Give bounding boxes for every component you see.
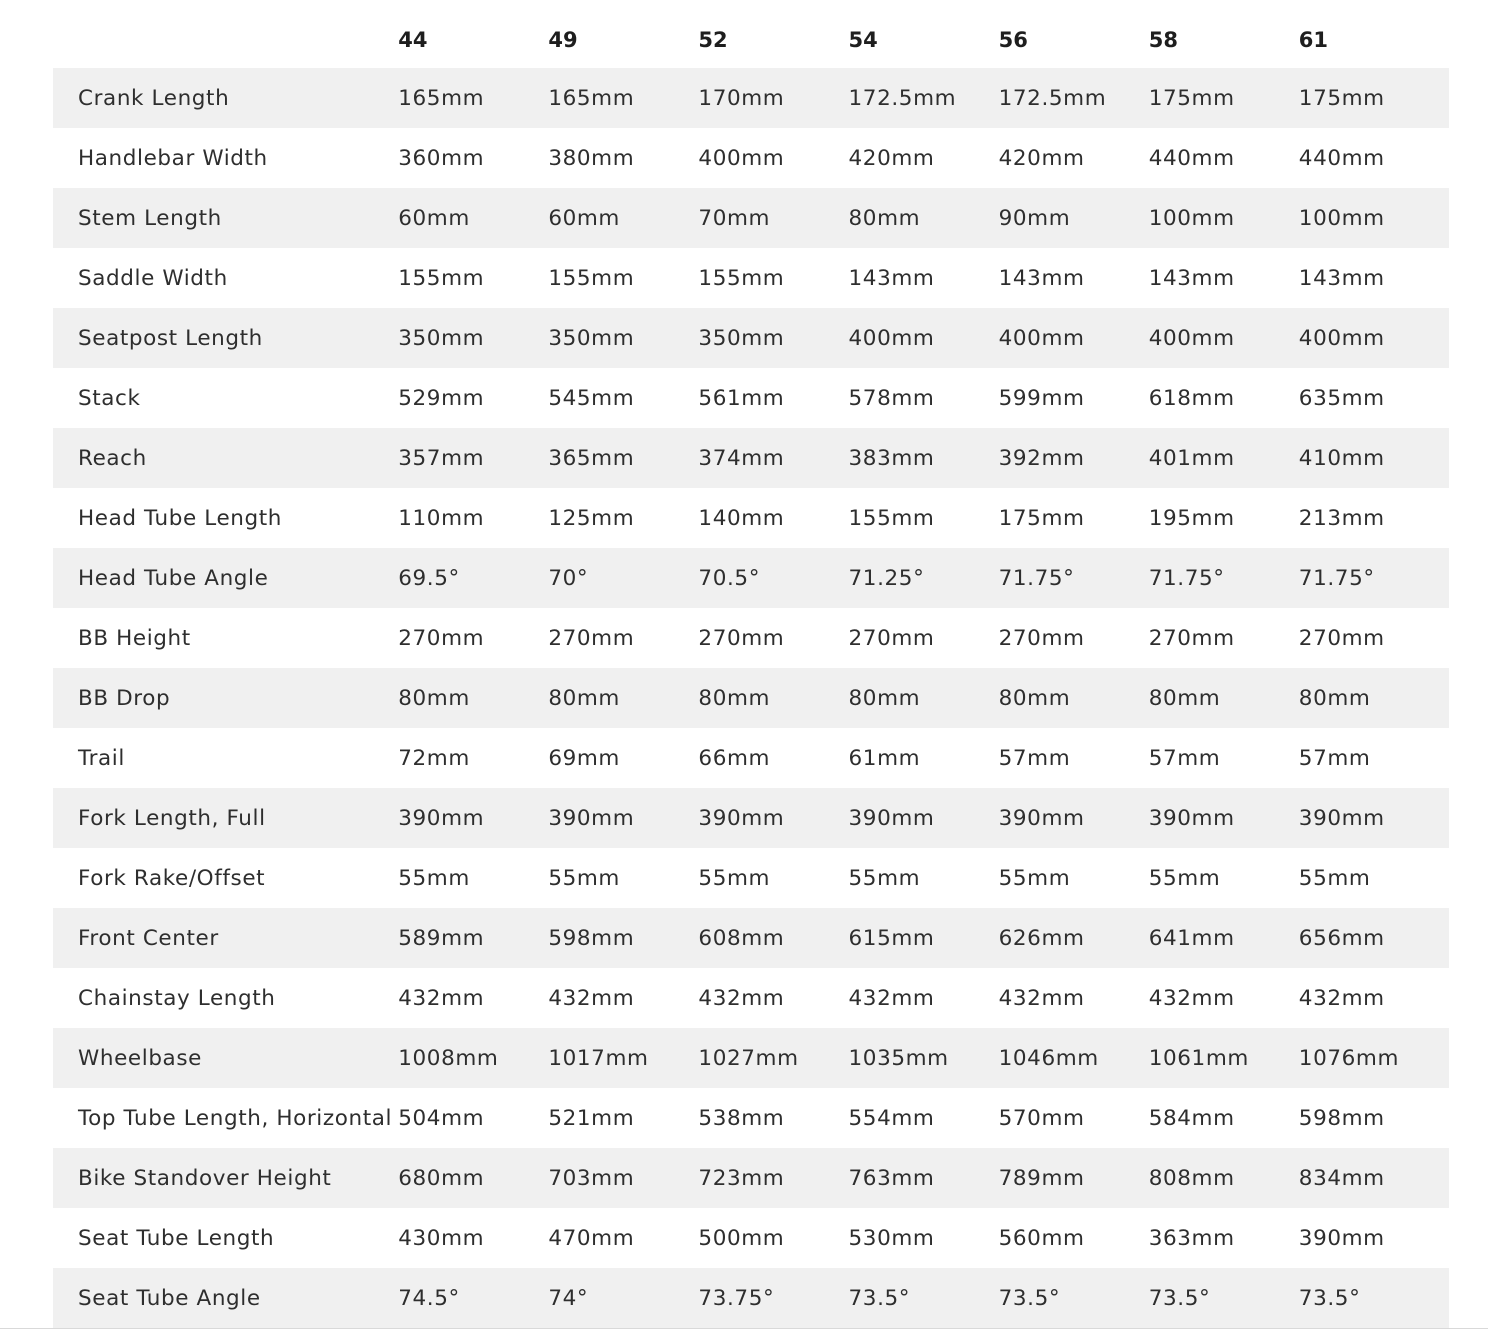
table-row [53, 848, 1449, 908]
table-cell: 390mm [999, 788, 1149, 848]
table-cell: 703mm [548, 1148, 698, 1208]
table-cell: 55mm [1298, 865, 1371, 891]
table-cell: 420mm [998, 145, 1085, 171]
table-cell: 400mm [1149, 308, 1299, 368]
table-cell: 504mm [398, 1105, 485, 1131]
row-label: BB Drop [53, 668, 398, 728]
table-cell: 143mm [848, 265, 935, 291]
table-row [53, 548, 1449, 608]
table-cell: 808mm [1149, 1148, 1299, 1208]
table-cell: 400mm [1299, 308, 1449, 368]
table-cell: 470mm [548, 1225, 635, 1251]
table-cell: 60mm [398, 188, 548, 248]
table-cell: 350mm [698, 308, 848, 368]
table-cell: 74.5° [398, 1268, 548, 1328]
table-cell: 55mm [848, 865, 921, 891]
row-label: Front Center [53, 908, 398, 968]
table-cell: 80mm [698, 668, 848, 728]
table-cell: 1061mm [1149, 1028, 1299, 1088]
table-cell: 155mm [398, 265, 485, 291]
table-cell: 500mm [698, 1225, 785, 1251]
table-cell: 70.5° [698, 548, 848, 608]
size-header: 54 [848, 28, 878, 52]
table-row [53, 788, 1449, 848]
table-row [53, 128, 1449, 188]
table-cell: 589mm [398, 908, 548, 968]
header-corner [53, 12, 398, 68]
row-label: Head Tube Angle [53, 548, 398, 608]
table-cell: 723mm [698, 1148, 848, 1208]
table-row [53, 1208, 1449, 1268]
table-row [53, 1028, 1449, 1088]
table-cell: 73.5° [1299, 1268, 1449, 1328]
table-row [53, 1088, 1449, 1148]
table-cell: 270mm [1298, 625, 1385, 651]
table-cell: 390mm [698, 788, 848, 848]
table-row [53, 668, 1449, 728]
table-cell: 172.5mm [849, 68, 999, 128]
row-label: Handlebar Width [78, 145, 268, 171]
table-cell: 680mm [398, 1148, 548, 1208]
row-label: Fork Length, Full [53, 788, 398, 848]
table-row [53, 428, 1449, 488]
row-label: Stem Length [53, 188, 398, 248]
table-cell: 350mm [548, 308, 698, 368]
table-cell: 270mm [698, 625, 785, 651]
header-row [53, 12, 1449, 68]
table-cell: 1076mm [1299, 1028, 1449, 1088]
table-cell: 365mm [548, 428, 698, 488]
table-cell: 1046mm [999, 1028, 1149, 1088]
table-cell: 432mm [1148, 985, 1235, 1011]
table-cell: 390mm [1298, 1225, 1385, 1251]
table-cell: 641mm [1149, 908, 1299, 968]
row-label: Stack [78, 385, 141, 411]
table-cell: 55mm [1148, 865, 1221, 891]
row-label: Head Tube Length [78, 505, 283, 531]
table-cell: 80mm [849, 668, 999, 728]
size-header: 58 [1148, 28, 1178, 52]
table-body [53, 68, 1449, 1328]
table-cell: 143mm [1298, 265, 1385, 291]
table-cell: 270mm [398, 625, 485, 651]
table-cell: 73.5° [849, 1268, 999, 1328]
table-cell: 100mm [1149, 188, 1299, 248]
table-cell: 599mm [998, 385, 1085, 411]
table-cell: 71.75° [1149, 548, 1299, 608]
table-cell: 432mm [698, 985, 785, 1011]
table-cell: 155mm [848, 505, 935, 531]
table-row [53, 368, 1449, 428]
table-cell: 390mm [1149, 788, 1299, 848]
row-label: Seat Tube Angle [53, 1268, 398, 1328]
table-cell: 55mm [548, 865, 620, 891]
table-cell: 618mm [1148, 385, 1235, 411]
table-cell: 69mm [548, 745, 620, 771]
table-row [53, 908, 1449, 968]
table-cell: 763mm [849, 1148, 999, 1208]
table-cell: 538mm [698, 1105, 785, 1131]
table-cell: 1017mm [548, 1028, 698, 1088]
table-cell: 529mm [398, 385, 485, 411]
table-cell: 392mm [999, 428, 1149, 488]
table-cell: 1027mm [698, 1028, 848, 1088]
table-cell: 360mm [398, 145, 485, 171]
table-cell: 432mm [398, 985, 485, 1011]
table-cell: 110mm [398, 505, 485, 531]
table-cell: 270mm [1148, 625, 1235, 651]
table-cell: 73.5° [999, 1268, 1149, 1328]
table-cell: 80mm [849, 188, 999, 248]
row-label: Saddle Width [78, 265, 228, 291]
table-cell: 789mm [999, 1148, 1149, 1208]
table-cell: 55mm [698, 865, 771, 891]
table-cell: 80mm [1299, 668, 1449, 728]
table-cell: 440mm [1298, 145, 1385, 171]
row-label: Seatpost Length [53, 308, 398, 368]
size-header: 56 [998, 28, 1028, 52]
table-cell: 598mm [548, 908, 698, 968]
table-cell: 390mm [849, 788, 999, 848]
table-cell: 71.75° [1299, 548, 1449, 608]
table-cell: 71.25° [849, 548, 999, 608]
table-cell: 374mm [698, 428, 848, 488]
table-cell: 60mm [548, 188, 698, 248]
table-row [53, 188, 1449, 248]
table-row [53, 968, 1449, 1028]
size-header: 44 [398, 28, 428, 52]
table-cell: 55mm [998, 865, 1071, 891]
size-header: 61 [1298, 28, 1329, 52]
table-row [53, 308, 1449, 368]
table-cell: 440mm [1148, 145, 1235, 171]
table-cell: 350mm [398, 308, 548, 368]
table-cell: 57mm [1148, 745, 1221, 771]
table-row [53, 68, 1449, 128]
table-cell: 143mm [1148, 265, 1235, 291]
table-cell: 80mm [1149, 668, 1299, 728]
table-cell: 71.75° [999, 548, 1149, 608]
table-cell: 410mm [1299, 428, 1449, 488]
table-cell: 380mm [548, 145, 635, 171]
table-cell: 155mm [548, 265, 635, 291]
row-label: Chainstay Length [78, 985, 276, 1011]
table-cell: 270mm [998, 625, 1085, 651]
table-row [53, 1268, 1449, 1328]
table-cell: 155mm [698, 265, 785, 291]
table-cell: 432mm [548, 985, 635, 1011]
table-cell: 626mm [999, 908, 1149, 968]
row-label: Trail [78, 745, 125, 771]
table-cell: 143mm [998, 265, 1085, 291]
geometry-table [53, 12, 1449, 1328]
table-cell: 432mm [998, 985, 1085, 1011]
table-cell: 170mm [698, 68, 848, 128]
table-cell: 560mm [998, 1225, 1085, 1251]
table-cell: 57mm [1298, 745, 1371, 771]
row-label: Reach [53, 428, 398, 488]
table-cell: 1008mm [398, 1028, 548, 1088]
row-label: Bike Standover Height [53, 1148, 398, 1208]
row-label: Crank Length [53, 68, 398, 128]
row-label: Top Tube Length, Horizontal [78, 1105, 393, 1131]
table-cell: 383mm [849, 428, 999, 488]
table-cell: 175mm [1149, 68, 1299, 128]
table-cell: 390mm [548, 788, 698, 848]
table-cell: 570mm [998, 1105, 1085, 1131]
table-cell: 561mm [698, 385, 785, 411]
table-cell: 430mm [398, 1225, 485, 1251]
table-row [53, 1148, 1449, 1208]
table-cell: 521mm [548, 1105, 635, 1131]
table-cell: 390mm [398, 788, 548, 848]
table-cell: 80mm [398, 668, 548, 728]
table-cell: 357mm [398, 428, 548, 488]
table-cell: 195mm [1148, 505, 1235, 531]
table-cell: 578mm [848, 385, 935, 411]
table-cell: 530mm [848, 1225, 935, 1251]
table-cell: 420mm [848, 145, 935, 171]
table-cell: 90mm [999, 188, 1149, 248]
row-label: BB Height [78, 625, 191, 651]
table-cell: 400mm [698, 145, 785, 171]
table-cell: 615mm [849, 908, 999, 968]
table-cell: 72mm [398, 745, 470, 771]
table-cell: 270mm [848, 625, 935, 651]
table-row [53, 608, 1449, 668]
row-label: Seat Tube Length [78, 1225, 275, 1251]
size-header: 52 [698, 28, 728, 52]
table-cell: 73.75° [698, 1268, 848, 1328]
table-cell: 57mm [998, 745, 1071, 771]
table-cell: 270mm [548, 625, 635, 651]
size-header: 49 [548, 28, 578, 52]
table-cell: 100mm [1299, 188, 1449, 248]
table-cell: 70mm [698, 188, 848, 248]
table-cell: 74° [548, 1268, 698, 1328]
table-row [53, 248, 1449, 308]
table-cell: 140mm [698, 505, 785, 531]
table-cell: 80mm [999, 668, 1149, 728]
table-cell: 598mm [1298, 1105, 1385, 1131]
table-cell: 175mm [998, 505, 1085, 531]
table-cell: 432mm [1298, 985, 1385, 1011]
table-cell: 1035mm [849, 1028, 999, 1088]
row-label: Fork Rake/Offset [78, 865, 266, 891]
table-cell: 69.5° [398, 548, 548, 608]
table-cell: 554mm [848, 1105, 935, 1131]
table-cell: 401mm [1149, 428, 1299, 488]
table-cell: 834mm [1299, 1148, 1449, 1208]
table-cell: 80mm [548, 668, 698, 728]
table-cell: 584mm [1148, 1105, 1235, 1131]
table-cell: 213mm [1298, 505, 1385, 531]
table-cell: 432mm [848, 985, 935, 1011]
table-cell: 61mm [848, 745, 921, 771]
table-row [53, 488, 1449, 548]
table-cell: 635mm [1298, 385, 1385, 411]
table-cell: 165mm [548, 68, 698, 128]
bottom-divider [0, 1328, 1488, 1329]
table-cell: 70° [548, 548, 698, 608]
table-cell: 125mm [548, 505, 635, 531]
table-cell: 400mm [999, 308, 1149, 368]
table-cell: 608mm [698, 908, 848, 968]
table-cell: 363mm [1148, 1225, 1235, 1251]
table-cell: 656mm [1299, 908, 1449, 968]
table-cell: 400mm [849, 308, 999, 368]
table-cell: 165mm [398, 68, 548, 128]
row-label: Wheelbase [53, 1028, 398, 1088]
table-cell: 545mm [548, 385, 635, 411]
table-cell: 175mm [1299, 68, 1449, 128]
table-header [53, 12, 1449, 68]
table-cell: 55mm [398, 865, 470, 891]
table-cell: 66mm [698, 745, 771, 771]
table-cell: 390mm [1299, 788, 1449, 848]
table-cell: 73.5° [1149, 1268, 1299, 1328]
table-row [53, 728, 1449, 788]
table-cell: 172.5mm [999, 68, 1149, 128]
